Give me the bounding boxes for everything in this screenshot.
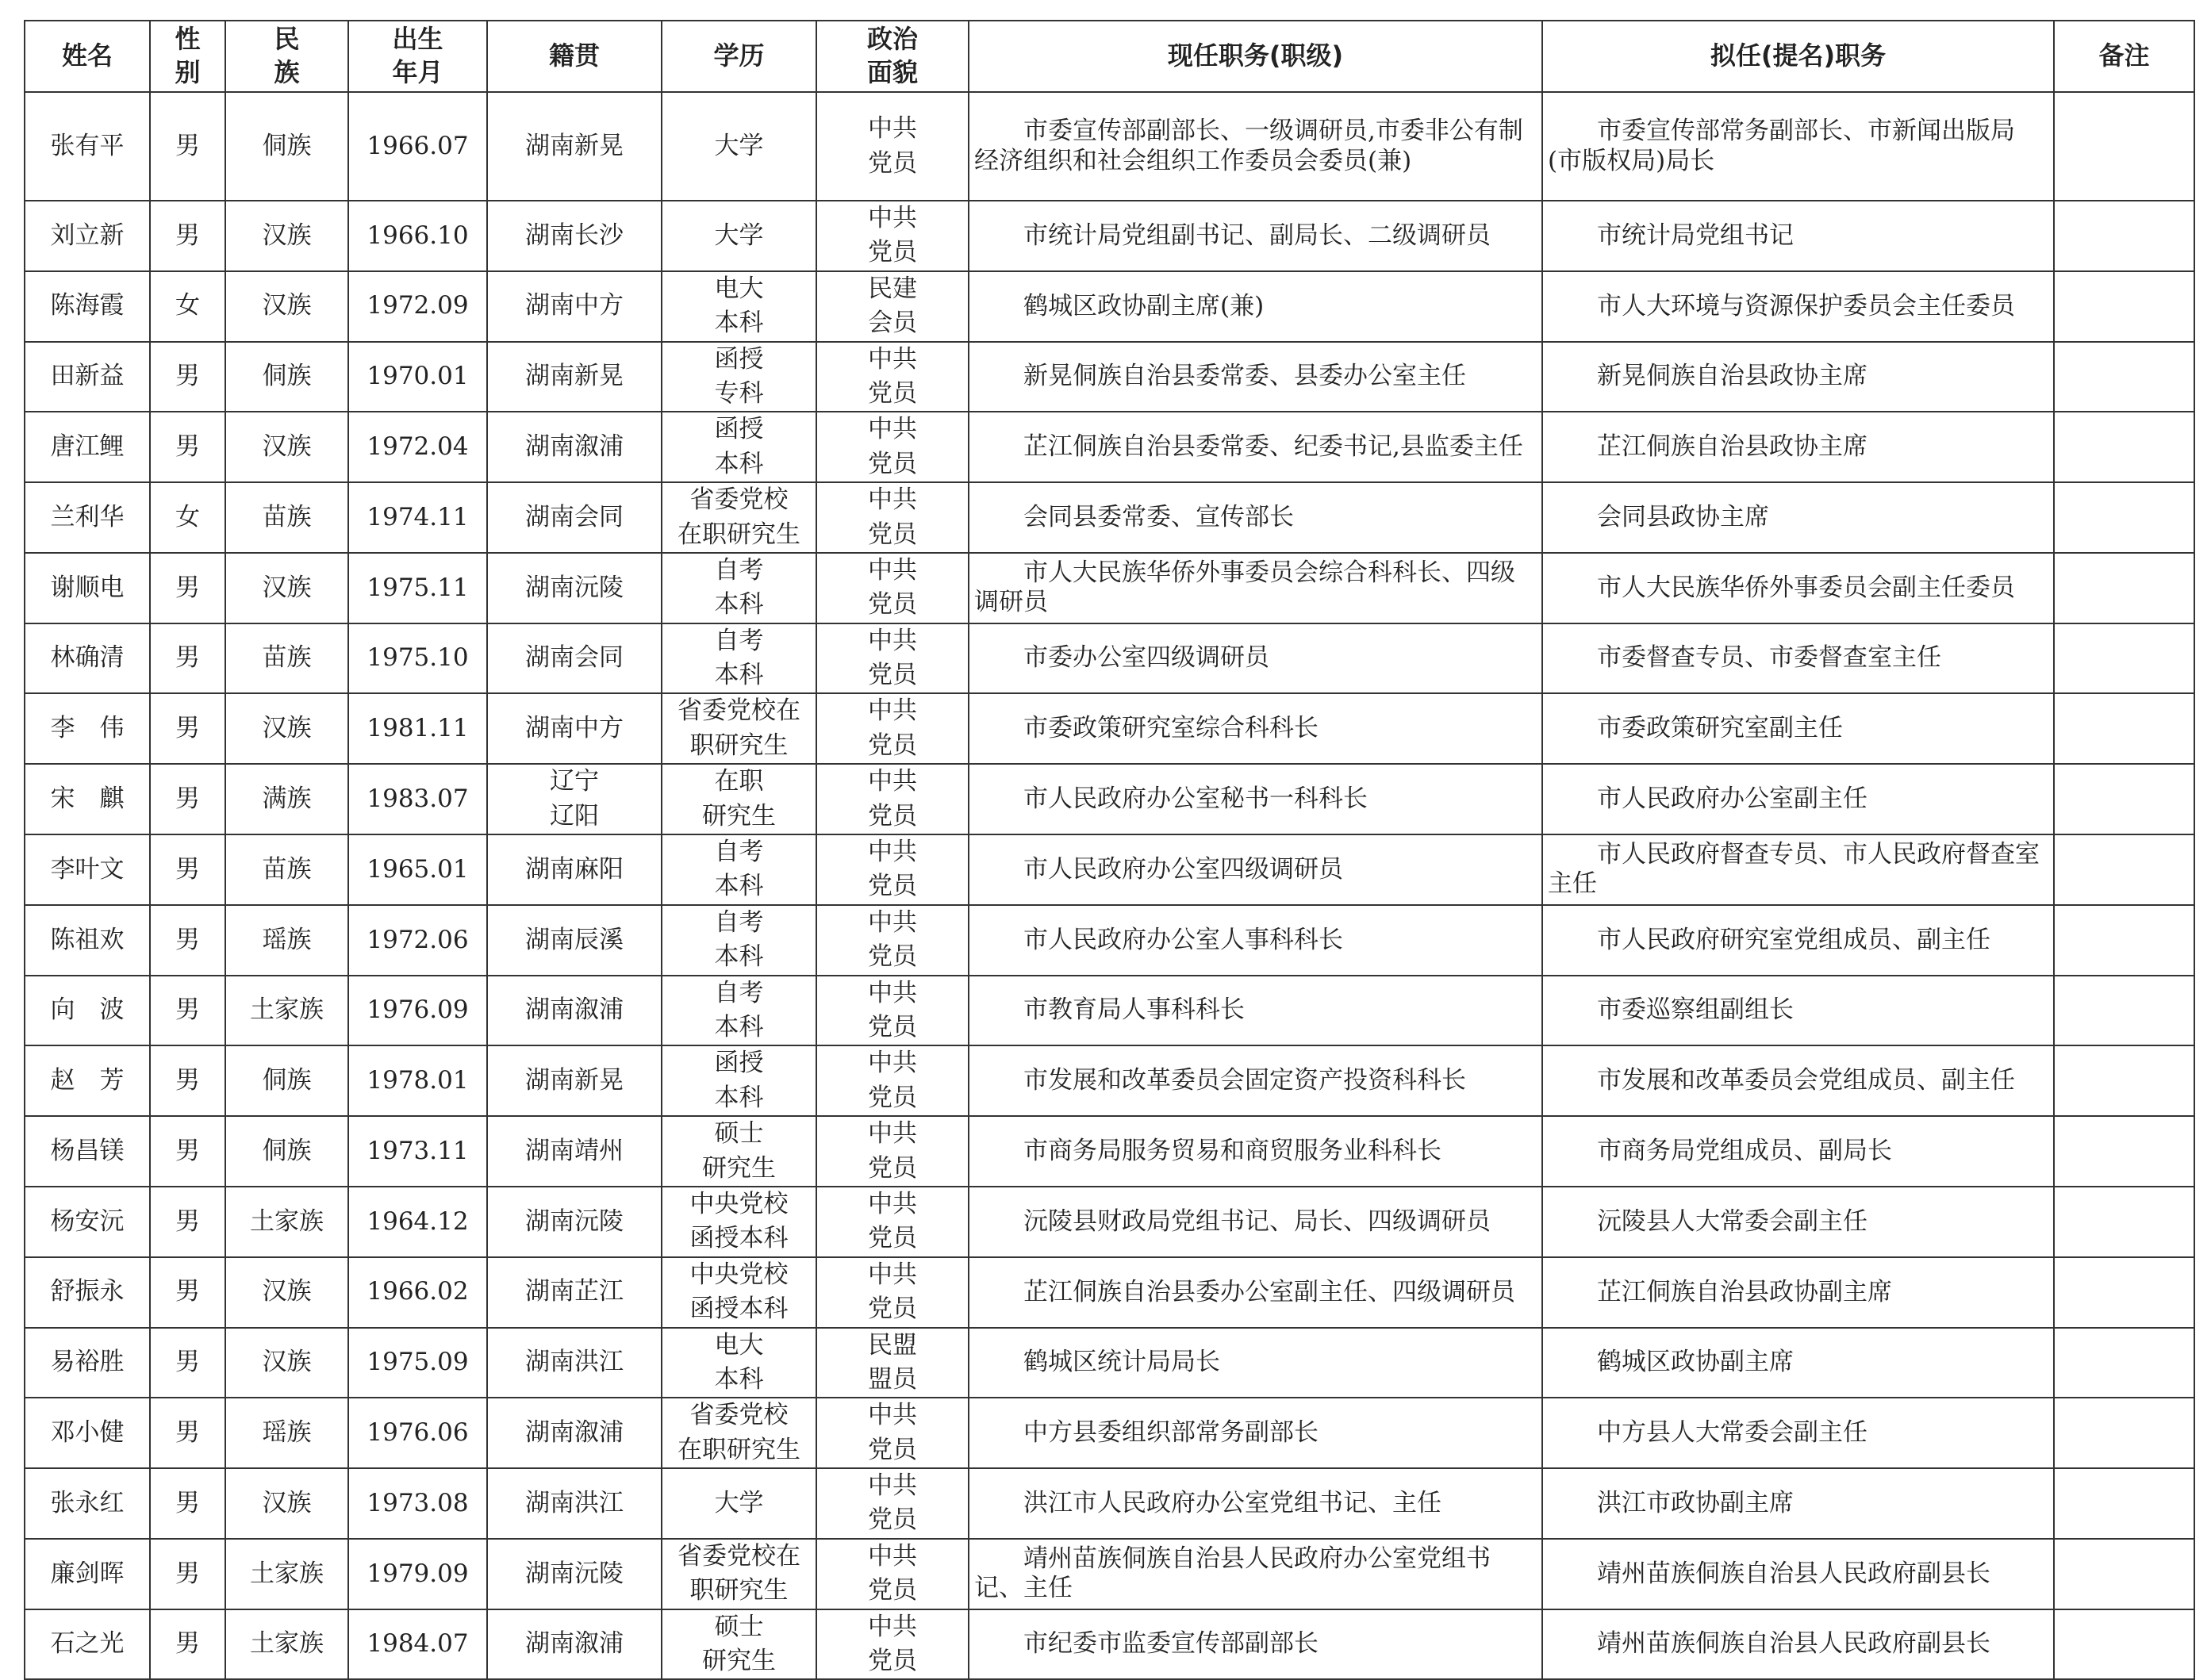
gender-cell: 女	[150, 271, 225, 342]
education-cell: 电大 本科	[662, 1328, 816, 1398]
table-row	[25, 1045, 2194, 1116]
education-cell: 自考 本科	[662, 976, 816, 1046]
education-cell: 中央党校 函授本科	[662, 1187, 816, 1257]
political-status-cell: 中共 党员	[816, 1609, 969, 1680]
birth-date-cell: 1975.09	[348, 1328, 487, 1398]
political-status-cell: 中共 党员	[816, 693, 969, 764]
current-position-cell: 沅陵县财政局党组书记、局长、四级调研员	[969, 1187, 1542, 1257]
birth-date-cell: 1972.09	[348, 271, 487, 342]
ethnicity-cell: 汉族	[225, 553, 348, 623]
name-cell: 邓小健	[25, 1398, 150, 1468]
birth-date-cell: 1974.11	[348, 482, 487, 553]
note-cell	[2054, 342, 2194, 412]
current-position-cell: 市发展和改革委员会固定资产投资科科长	[969, 1045, 1542, 1116]
gender-cell: 男	[150, 764, 225, 834]
table-row	[25, 693, 2194, 764]
proposed-position-cell: 市商务局党组成员、副局长	[1542, 1116, 2054, 1187]
political-status-cell: 中共 党员	[816, 482, 969, 553]
native-place-cell: 湖南沅陵	[487, 553, 662, 623]
name-cell: 向 波	[25, 976, 150, 1046]
current-position-cell: 鹤城区统计局局长	[969, 1328, 1542, 1398]
current-position-cell: 靖州苗族侗族自治县人民政府办公室党组书记、主任	[969, 1539, 1542, 1609]
ethnicity-cell: 土家族	[225, 1609, 348, 1680]
table-row	[25, 1468, 2194, 1539]
political-status-cell: 中共 党员	[816, 623, 969, 694]
proposed-position-cell: 芷江侗族自治县政协副主席	[1542, 1257, 2054, 1328]
name-cell: 李 伟	[25, 693, 150, 764]
education-cell: 自考 本科	[662, 553, 816, 623]
header-current-position: 现任职务(职级)	[969, 21, 1542, 92]
note-cell	[2054, 764, 2194, 834]
political-status-cell: 中共 党员	[816, 905, 969, 976]
proposed-position-cell: 鹤城区政协副主席	[1542, 1328, 2054, 1398]
birth-date-cell: 1975.11	[348, 553, 487, 623]
proposed-position-cell: 市委政策研究室副主任	[1542, 693, 2054, 764]
birth-date-cell: 1984.07	[348, 1609, 487, 1680]
current-position-cell: 市人民政府办公室四级调研员	[969, 834, 1542, 905]
education-cell: 函授 专科	[662, 342, 816, 412]
table-row	[25, 764, 2194, 834]
ethnicity-cell: 苗族	[225, 834, 348, 905]
header-gender: 性 别	[150, 21, 225, 92]
note-cell	[2054, 271, 2194, 342]
political-status-cell: 中共 党员	[816, 342, 969, 412]
name-cell: 杨昌镁	[25, 1116, 150, 1187]
education-cell: 自考 本科	[662, 834, 816, 905]
table-row	[25, 834, 2194, 905]
native-place-cell: 湖南中方	[487, 271, 662, 342]
name-cell: 杨安沅	[25, 1187, 150, 1257]
ethnicity-cell: 苗族	[225, 482, 348, 553]
name-cell: 张有平	[25, 92, 150, 201]
birth-date-cell: 1972.06	[348, 905, 487, 976]
gender-cell: 男	[150, 976, 225, 1046]
note-cell	[2054, 1609, 2194, 1680]
proposed-position-cell: 市委宣传部常务副部长、市新闻出版局(市版权局)局长	[1542, 92, 2054, 201]
political-status-cell: 中共 党员	[816, 553, 969, 623]
gender-cell: 女	[150, 482, 225, 553]
birth-date-cell: 1978.01	[348, 1045, 487, 1116]
ethnicity-cell: 汉族	[225, 1468, 348, 1539]
native-place-cell: 湖南会同	[487, 482, 662, 553]
native-place-cell: 湖南沅陵	[487, 1539, 662, 1609]
current-position-cell: 市人大民族华侨外事委员会综合科科长、四级调研员	[969, 553, 1542, 623]
table-row	[25, 1187, 2194, 1257]
education-cell: 硕士 研究生	[662, 1609, 816, 1680]
ethnicity-cell: 土家族	[225, 1539, 348, 1609]
proposed-position-cell: 市人大民族华侨外事委员会副主任委员	[1542, 553, 2054, 623]
name-cell: 田新益	[25, 342, 150, 412]
gender-cell: 男	[150, 1187, 225, 1257]
gender-cell: 男	[150, 201, 225, 271]
current-position-cell: 芷江侗族自治县委办公室副主任、四级调研员	[969, 1257, 1542, 1328]
ethnicity-cell: 满族	[225, 764, 348, 834]
current-position-cell: 新晃侗族自治县委常委、县委办公室主任	[969, 342, 1542, 412]
name-cell: 易裕胜	[25, 1328, 150, 1398]
note-cell	[2054, 1398, 2194, 1468]
header-note: 备注	[2054, 21, 2194, 92]
gender-cell: 男	[150, 553, 225, 623]
ethnicity-cell: 瑶族	[225, 1398, 348, 1468]
proposed-position-cell: 市人民政府办公室副主任	[1542, 764, 2054, 834]
current-position-cell: 会同县委常委、宣传部长	[969, 482, 1542, 553]
education-cell: 硕士 研究生	[662, 1116, 816, 1187]
birth-date-cell: 1966.02	[348, 1257, 487, 1328]
current-position-cell: 市委办公室四级调研员	[969, 623, 1542, 694]
note-cell	[2054, 1539, 2194, 1609]
note-cell	[2054, 905, 2194, 976]
ethnicity-cell: 侗族	[225, 1045, 348, 1116]
name-cell: 林确清	[25, 623, 150, 694]
education-cell: 省委党校 在职研究生	[662, 482, 816, 553]
gender-cell: 男	[150, 1468, 225, 1539]
ethnicity-cell: 汉族	[225, 1257, 348, 1328]
proposed-position-cell: 市委督查专员、市委督查室主任	[1542, 623, 2054, 694]
political-status-cell: 中共 党员	[816, 976, 969, 1046]
proposed-position-cell: 市人大环境与资源保护委员会主任委员	[1542, 271, 2054, 342]
table-row	[25, 623, 2194, 694]
name-cell: 石之光	[25, 1609, 150, 1680]
ethnicity-cell: 侗族	[225, 342, 348, 412]
current-position-cell: 市统计局党组副书记、副局长、二级调研员	[969, 201, 1542, 271]
political-status-cell: 中共 党员	[816, 834, 969, 905]
name-cell: 宋 麒	[25, 764, 150, 834]
political-status-cell: 中共 党员	[816, 201, 969, 271]
education-cell: 大学	[662, 1468, 816, 1539]
ethnicity-cell: 汉族	[225, 201, 348, 271]
proposed-position-cell: 靖州苗族侗族自治县人民政府副县长	[1542, 1609, 2054, 1680]
current-position-cell: 市人民政府办公室秘书一科科长	[969, 764, 1542, 834]
gender-cell: 男	[150, 693, 225, 764]
native-place-cell: 湖南溆浦	[487, 412, 662, 482]
native-place-cell: 湖南麻阳	[487, 834, 662, 905]
note-cell	[2054, 1187, 2194, 1257]
native-place-cell: 湖南芷江	[487, 1257, 662, 1328]
gender-cell: 男	[150, 342, 225, 412]
birth-date-cell: 1973.08	[348, 1468, 487, 1539]
education-cell: 中央党校 函授本科	[662, 1257, 816, 1328]
ethnicity-cell: 汉族	[225, 693, 348, 764]
native-place-cell: 湖南洪江	[487, 1468, 662, 1539]
header-origin: 籍贯	[487, 21, 662, 92]
education-cell: 省委党校 在职研究生	[662, 1398, 816, 1468]
name-cell: 赵 芳	[25, 1045, 150, 1116]
ethnicity-cell: 瑶族	[225, 905, 348, 976]
table-row	[25, 905, 2194, 976]
birth-date-cell: 1970.01	[348, 342, 487, 412]
name-cell: 刘立新	[25, 201, 150, 271]
table-row	[25, 342, 2194, 412]
proposed-position-cell: 市人民政府研究室党组成员、副主任	[1542, 905, 2054, 976]
education-cell: 自考 本科	[662, 905, 816, 976]
ethnicity-cell: 苗族	[225, 623, 348, 694]
note-cell	[2054, 482, 2194, 553]
political-status-cell: 中共 党员	[816, 764, 969, 834]
name-cell: 唐江鲤	[25, 412, 150, 482]
birth-date-cell: 1964.12	[348, 1187, 487, 1257]
personnel-table	[24, 20, 2195, 1680]
proposed-position-cell: 市人民政府督查专员、市人民政府督查室主任	[1542, 834, 2054, 905]
note-cell	[2054, 1045, 2194, 1116]
table-row	[25, 92, 2194, 201]
political-status-cell: 中共 党员	[816, 1539, 969, 1609]
name-cell: 谢顺电	[25, 553, 150, 623]
political-status-cell: 中共 党员	[816, 1468, 969, 1539]
birth-date-cell: 1976.09	[348, 976, 487, 1046]
note-cell	[2054, 1328, 2194, 1398]
table-body	[25, 92, 2194, 1679]
political-status-cell: 中共 党员	[816, 1398, 969, 1468]
note-cell	[2054, 92, 2194, 201]
education-cell: 大学	[662, 201, 816, 271]
note-cell	[2054, 1257, 2194, 1328]
proposed-position-cell: 中方县人大常委会副主任	[1542, 1398, 2054, 1468]
birth-date-cell: 1983.07	[348, 764, 487, 834]
current-position-cell: 市人民政府办公室人事科科长	[969, 905, 1542, 976]
table-row	[25, 1539, 2194, 1609]
birth-date-cell: 1976.06	[348, 1398, 487, 1468]
education-cell: 函授 本科	[662, 1045, 816, 1116]
ethnicity-cell: 侗族	[225, 1116, 348, 1187]
note-cell	[2054, 1116, 2194, 1187]
table-row	[25, 1328, 2194, 1398]
proposed-position-cell: 市发展和改革委员会党组成员、副主任	[1542, 1045, 2054, 1116]
political-status-cell: 中共 党员	[816, 1116, 969, 1187]
birth-date-cell: 1981.11	[348, 693, 487, 764]
gender-cell: 男	[150, 1609, 225, 1680]
note-cell	[2054, 834, 2194, 905]
education-cell: 省委党校在 职研究生	[662, 693, 816, 764]
native-place-cell: 湖南洪江	[487, 1328, 662, 1398]
header-ethnicity: 民 族	[225, 21, 348, 92]
name-cell: 陈祖欢	[25, 905, 150, 976]
note-cell	[2054, 553, 2194, 623]
political-status-cell: 中共 党员	[816, 1257, 969, 1328]
name-cell: 廉剑晖	[25, 1539, 150, 1609]
name-cell: 陈海霞	[25, 271, 150, 342]
current-position-cell: 市商务局服务贸易和商贸服务业科科长	[969, 1116, 1542, 1187]
birth-date-cell: 1973.11	[348, 1116, 487, 1187]
current-position-cell: 市委政策研究室综合科科长	[969, 693, 1542, 764]
gender-cell: 男	[150, 1539, 225, 1609]
gender-cell: 男	[150, 623, 225, 694]
native-place-cell: 湖南新晃	[487, 1045, 662, 1116]
ethnicity-cell: 侗族	[225, 92, 348, 201]
native-place-cell: 湖南中方	[487, 693, 662, 764]
current-position-cell: 市纪委市监委宣传部副部长	[969, 1609, 1542, 1680]
education-cell: 在职 研究生	[662, 764, 816, 834]
current-position-cell: 鹤城区政协副主席(兼)	[969, 271, 1542, 342]
birth-date-cell: 1975.10	[348, 623, 487, 694]
gender-cell: 男	[150, 1116, 225, 1187]
ethnicity-cell: 土家族	[225, 1187, 348, 1257]
proposed-position-cell: 洪江市政协副主席	[1542, 1468, 2054, 1539]
note-cell	[2054, 693, 2194, 764]
table-row	[25, 1257, 2194, 1328]
native-place-cell: 湖南沅陵	[487, 1187, 662, 1257]
political-status-cell: 中共 党员	[816, 412, 969, 482]
political-status-cell: 中共 党员	[816, 1045, 969, 1116]
native-place-cell: 辽宁 辽阳	[487, 764, 662, 834]
header-proposed-position: 拟任(提名)职务	[1542, 21, 2054, 92]
current-position-cell: 洪江市人民政府办公室党组书记、主任	[969, 1468, 1542, 1539]
note-cell	[2054, 412, 2194, 482]
table-row	[25, 553, 2194, 623]
education-cell: 省委党校在 职研究生	[662, 1539, 816, 1609]
gender-cell: 男	[150, 834, 225, 905]
ethnicity-cell: 汉族	[225, 271, 348, 342]
note-cell	[2054, 201, 2194, 271]
current-position-cell: 市委宣传部副部长、一级调研员,市委非公有制经济组织和社会组织工作委员会委员(兼)	[969, 92, 1542, 201]
native-place-cell: 湖南新晃	[487, 92, 662, 201]
current-position-cell: 市教育局人事科科长	[969, 976, 1542, 1046]
birth-date-cell: 1979.09	[348, 1539, 487, 1609]
native-place-cell: 湖南溆浦	[487, 976, 662, 1046]
gender-cell: 男	[150, 92, 225, 201]
native-place-cell: 湖南长沙	[487, 201, 662, 271]
native-place-cell: 湖南辰溪	[487, 905, 662, 976]
name-cell: 李叶文	[25, 834, 150, 905]
note-cell	[2054, 1468, 2194, 1539]
political-status-cell: 中共 党员	[816, 92, 969, 201]
education-cell: 大学	[662, 92, 816, 201]
proposed-position-cell: 芷江侗族自治县政协主席	[1542, 412, 2054, 482]
note-cell	[2054, 976, 2194, 1046]
table-row	[25, 976, 2194, 1046]
birth-date-cell: 1966.10	[348, 201, 487, 271]
political-status-cell: 中共 党员	[816, 1187, 969, 1257]
education-cell: 函授 本科	[662, 412, 816, 482]
native-place-cell: 湖南新晃	[487, 342, 662, 412]
gender-cell: 男	[150, 412, 225, 482]
table-row	[25, 271, 2194, 342]
current-position-cell: 芷江侗族自治县委常委、纪委书记,县监委主任	[969, 412, 1542, 482]
table-row	[25, 412, 2194, 482]
proposed-position-cell: 新晃侗族自治县政协主席	[1542, 342, 2054, 412]
table-row	[25, 482, 2194, 553]
proposed-position-cell: 市委巡察组副组长	[1542, 976, 2054, 1046]
gender-cell: 男	[150, 1045, 225, 1116]
native-place-cell: 湖南会同	[487, 623, 662, 694]
ethnicity-cell: 汉族	[225, 412, 348, 482]
political-status-cell: 民盟 盟员	[816, 1328, 969, 1398]
table-row	[25, 1116, 2194, 1187]
native-place-cell: 湖南溆浦	[487, 1398, 662, 1468]
note-cell	[2054, 623, 2194, 694]
native-place-cell: 湖南溆浦	[487, 1609, 662, 1680]
birth-date-cell: 1965.01	[348, 834, 487, 905]
header-name: 姓名	[25, 21, 150, 92]
table-row	[25, 1609, 2194, 1680]
proposed-position-cell: 沅陵县人大常委会副主任	[1542, 1187, 2054, 1257]
gender-cell: 男	[150, 1328, 225, 1398]
political-status-cell: 民建 会员	[816, 271, 969, 342]
header-birth: 出生 年月	[348, 21, 487, 92]
birth-date-cell: 1972.04	[348, 412, 487, 482]
current-position-cell: 中方县委组织部常务副部长	[969, 1398, 1542, 1468]
header-political: 政治 面貌	[816, 21, 969, 92]
gender-cell: 男	[150, 905, 225, 976]
ethnicity-cell: 土家族	[225, 976, 348, 1046]
gender-cell: 男	[150, 1257, 225, 1328]
header-row	[25, 21, 2194, 92]
header-education: 学历	[662, 21, 816, 92]
table-row	[25, 1398, 2194, 1468]
native-place-cell: 湖南靖州	[487, 1116, 662, 1187]
ethnicity-cell: 汉族	[225, 1328, 348, 1398]
proposed-position-cell: 靖州苗族侗族自治县人民政府副县长	[1542, 1539, 2054, 1609]
gender-cell: 男	[150, 1398, 225, 1468]
table-row	[25, 201, 2194, 271]
education-cell: 自考 本科	[662, 623, 816, 694]
education-cell: 电大 本科	[662, 271, 816, 342]
name-cell: 张永红	[25, 1468, 150, 1539]
proposed-position-cell: 市统计局党组书记	[1542, 201, 2054, 271]
name-cell: 舒振永	[25, 1257, 150, 1328]
proposed-position-cell: 会同县政协主席	[1542, 482, 2054, 553]
name-cell: 兰利华	[25, 482, 150, 553]
birth-date-cell: 1966.07	[348, 92, 487, 201]
